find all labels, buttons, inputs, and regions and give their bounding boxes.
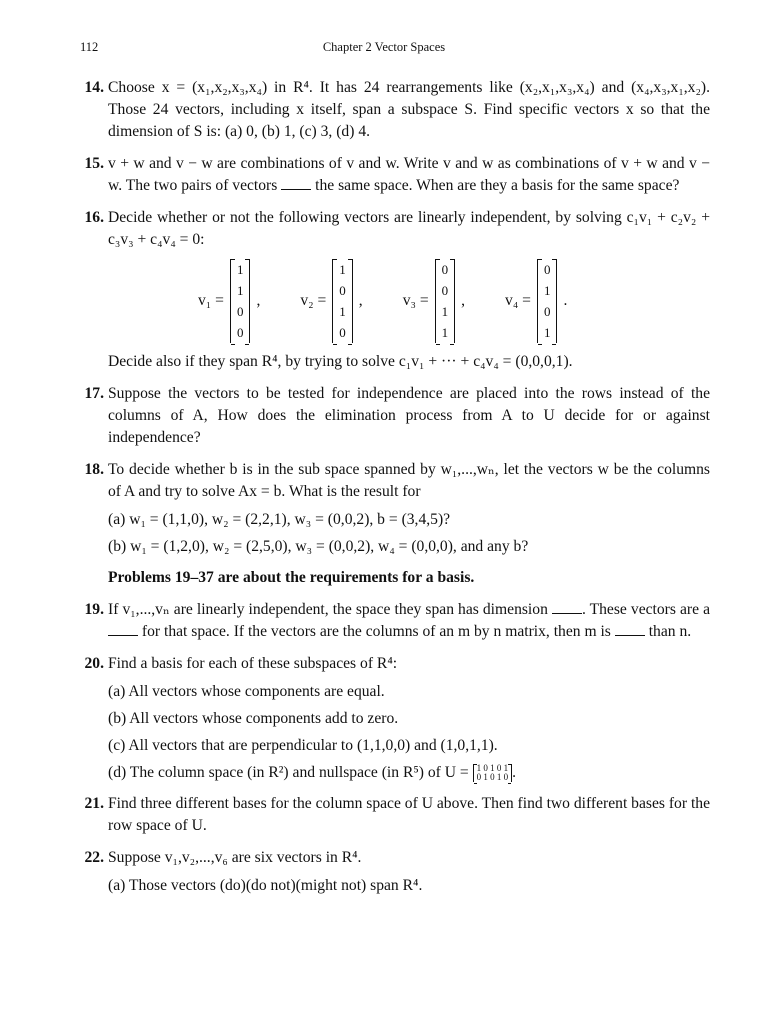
fill-in-blank [281, 177, 311, 190]
vector-label: v₁ = [198, 292, 224, 309]
problem-text: Decide whether or not the following vectors are linearly independent, by solving c₁v₁ + c₂v₂ + c₃v₃ + c₄v₄ = 0: [108, 209, 710, 248]
subpart-b: (b) All vectors whose components add to zero. [108, 710, 399, 727]
subpart-text: . [512, 764, 517, 781]
separator: , [256, 292, 261, 309]
separator: , [358, 292, 363, 309]
problem-19 [70, 599, 710, 643]
vector-entry: 1 [339, 262, 346, 277]
vector-entry: 0 [441, 283, 449, 298]
vector-v3 [403, 259, 465, 343]
page-number: 112 [80, 40, 99, 54]
problem-number: 15. [84, 155, 104, 172]
separator: . [563, 292, 568, 309]
problem-14 [70, 77, 710, 143]
problem-text: for that space. If the vectors are the columns of an m by n matrix, then m is [141, 623, 611, 640]
problem-text: Suppose the vectors to be tested for independence are placed into the rows instead of the columns of A, How does the elimination process from A to U decide for or against independence? [108, 385, 710, 446]
problem-text: the same space. When are they a basis for the same space? [315, 177, 680, 194]
fill-in-blank [108, 623, 138, 636]
problem-text: than n. [648, 623, 692, 640]
problem-text: Find three different bases for the column space of U above. Then find two different bases for the row space of U. [108, 795, 710, 834]
vector-row [198, 259, 710, 343]
vector-entry: 1 [543, 325, 551, 340]
column-vector [332, 259, 353, 343]
problem-16 [70, 207, 710, 373]
vector-entry: 1 [543, 283, 551, 298]
fill-in-blank [615, 623, 645, 636]
page-header [0, 40, 768, 58]
vector-label: v₂ = [300, 292, 327, 309]
subpart-text: (d) The column space (in R²) and nullspace (in R⁵) of U = [108, 764, 469, 781]
problem-number: 17. [84, 385, 104, 402]
problem-15 [70, 153, 710, 197]
subparts [108, 509, 710, 557]
problem-text: If v₁,...,vₙ are linearly independent, the space they span has dimension [108, 601, 548, 618]
problem-number: 19. [84, 601, 104, 618]
column-vector [435, 259, 456, 343]
problem-number: 20. [84, 655, 104, 672]
subparts [108, 681, 710, 783]
vector-entry: 0 [339, 325, 346, 340]
problem-text: Choose x = (x₁,x₂,x₃,x₄) in R⁴. It has 24 rearrangements like (x₂,x₁,x₃,x₄) and (x₄,x₃,x₁,x₂). Those 24 vectors, including x itself, span a subspace S. Find specific vectors x so that the dimension of S is: (a) 0, (b) 1, (c) 3, (d) 4. [108, 79, 710, 140]
running-title: Chapter 2 Vector Spaces [322, 40, 446, 54]
problem-17 [70, 383, 710, 449]
problem-text: . These vectors are a [581, 601, 711, 618]
vector-entry: 1 [339, 304, 346, 319]
vector-entry: 1 [441, 304, 449, 319]
vector-v4 [505, 259, 567, 343]
problem-22 [70, 847, 710, 896]
problem-number: 14. [84, 79, 104, 96]
vector-entry: 1 [236, 283, 244, 298]
problem-18 [70, 459, 710, 557]
problem-number: 18. [84, 461, 104, 478]
problem-text: Find a basis for each of these subspaces of R⁴: [108, 655, 398, 672]
subpart-a: (a) w₁ = (1,1,0), w₂ = (2,2,1), w₃ = (0,0,2), b = (3,4,5)? [108, 511, 451, 528]
subpart-b: (b) w₁ = (1,2,0), w₂ = (2,5,0), w₃ = (0,0,2), w₄ = (0,0,0), and any b? [108, 538, 529, 555]
problem-number: 16. [84, 209, 104, 226]
column-vector [230, 259, 251, 343]
vector-label: v₄ = [505, 292, 531, 309]
vector-label: v₃ = [402, 292, 429, 309]
vector-entry: 1 [441, 325, 449, 340]
problem-number: 21. [84, 795, 104, 812]
vector-entry: 0 [543, 304, 551, 319]
problem-number: 22. [84, 849, 104, 866]
problem-followup: Decide also if they span R⁴, by trying to solve c₁v₁ + ··· + c₄v₄ = (0,0,0,1). [108, 353, 573, 370]
vector-v2 [300, 259, 362, 343]
subpart-c: (c) All vectors that are perpendicular to (1,1,0,0) and (1,0,1,1). [108, 737, 498, 754]
vector-v1 [198, 259, 260, 343]
vector-entry: 0 [543, 262, 551, 277]
vector-entry: 0 [236, 304, 244, 319]
vector-entry: 0 [236, 325, 244, 340]
section-heading: Problems 19–37 are about the requirements for a basis. [108, 569, 475, 586]
matrix-row: 0 1 0 1 0 [476, 772, 509, 783]
fill-in-blank [552, 601, 582, 614]
problem-20 [70, 653, 710, 783]
vector-entry: 1 [236, 262, 244, 277]
subpart-a: (a) Those vectors (do)(do not)(might not) span R⁴. [108, 877, 423, 894]
problem-text: Suppose v₁,v₂,...,v₆ are six vectors in R⁴. [108, 849, 362, 866]
matrix-row: 1 0 1 0 1 [476, 763, 509, 774]
problem-text: To decide whether b is in the sub space spanned by w₁,...,wₙ, let the vectors w be the columns of A and try to solve Ax = b. What is the result for [108, 461, 710, 500]
vector-entry: 0 [339, 283, 346, 298]
problem-21 [70, 793, 710, 837]
matrix-u [473, 764, 513, 782]
separator: , [461, 292, 466, 309]
column-vector [537, 259, 558, 343]
problem-text: v + w and v − w are combinations of v and w. Write v and w as combinations of v + w and v − w. The two pairs of vectors [108, 155, 710, 194]
vector-entry: 0 [441, 262, 449, 277]
subpart-d [108, 762, 710, 783]
page-body [70, 77, 710, 906]
subpart-a: (a) All vectors whose components are equal. [108, 683, 385, 700]
subparts [108, 875, 710, 896]
